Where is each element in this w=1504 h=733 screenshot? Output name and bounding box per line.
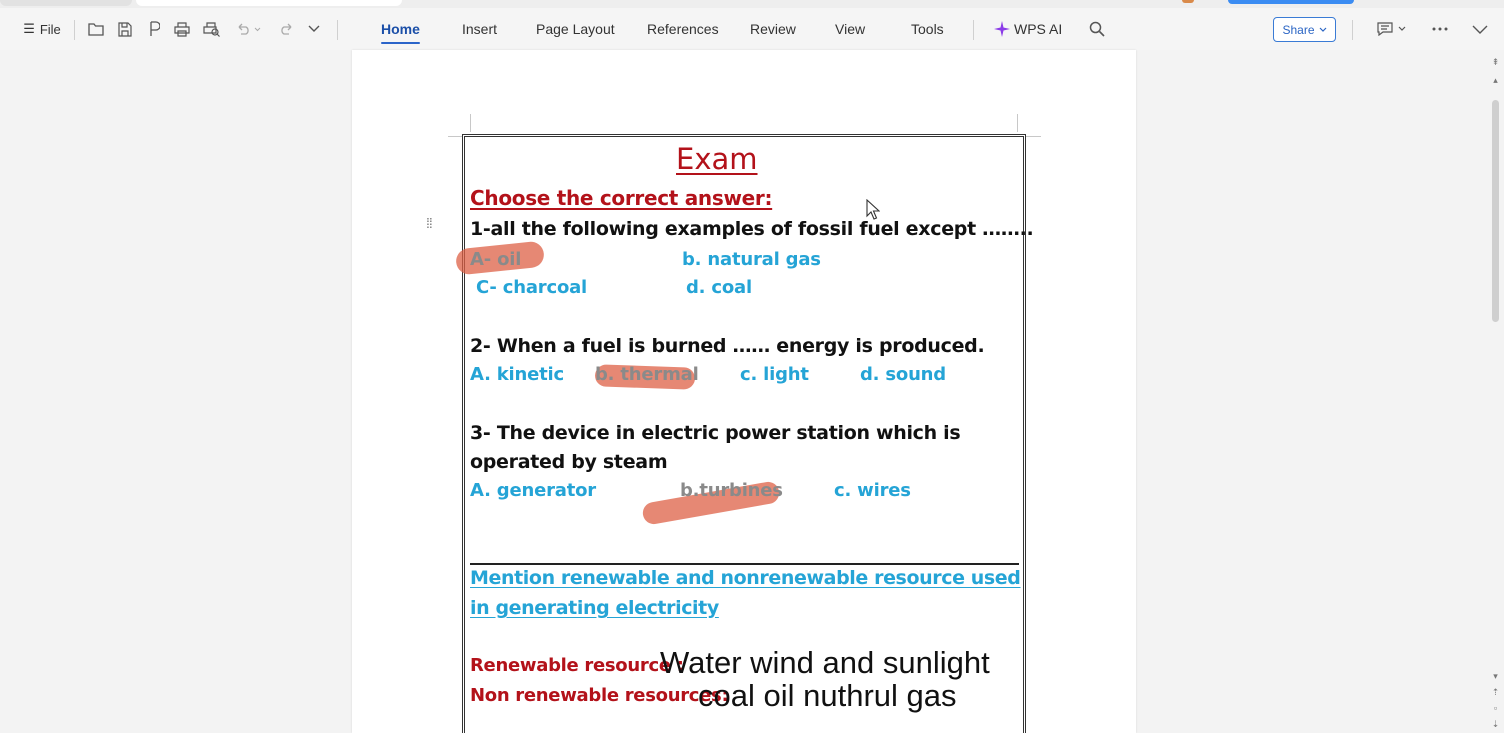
tab-home[interactable]: Home (381, 8, 420, 50)
question-2-option-a: A. kinetic (470, 364, 564, 385)
crop-mark (1017, 114, 1018, 132)
window-tab-active[interactable] (136, 0, 402, 6)
mouse-pointer-icon (866, 199, 880, 221)
crop-mark (1026, 136, 1041, 137)
wps-ai-label: WPS AI (1014, 21, 1063, 37)
drag-handle-icon[interactable]: ⁞⁞ (426, 215, 432, 231)
question-1-option-d: d. coal (686, 277, 752, 298)
share-label: Share (1282, 22, 1315, 37)
tab-references[interactable]: References (647, 21, 719, 37)
vertical-scrollbar[interactable] (1487, 50, 1504, 733)
renewable-answer: Water wind and sunlight (660, 645, 990, 680)
search-icon[interactable] (1087, 8, 1107, 50)
save-icon[interactable] (115, 8, 135, 50)
question-2: 2- When a fuel is burned …… energy is produced. (470, 335, 985, 357)
question-2-option-c: c. light (740, 364, 809, 385)
accent-button[interactable] (1228, 0, 1354, 4)
sparkle-icon (994, 21, 1010, 37)
question-3-option-a: A. generator (470, 480, 596, 501)
select-browse-icon[interactable]: ▫ (1493, 703, 1498, 713)
question-1-option-c: C- charcoal (476, 277, 588, 298)
document-title: Exam (676, 142, 758, 176)
crop-mark (470, 114, 471, 132)
toolbar-divider (337, 20, 338, 40)
undo-icon[interactable] (233, 8, 263, 50)
wps-ai-button[interactable] (994, 8, 1062, 50)
question-1: 1-all the following examples of fossil fuel except …….. (470, 218, 1034, 240)
tab-page-layout[interactable]: Page Layout (536, 21, 615, 37)
scroll-up-icon[interactable]: ▴ (1493, 75, 1498, 85)
question-3-line-1: 3- The device in electric power station which is (470, 422, 961, 444)
mention-heading-line-1: Mention renewable and nonrenewable resource used (470, 567, 1021, 589)
window-tab[interactable] (0, 0, 132, 6)
question-3-option-c: c. wires (834, 480, 911, 501)
scroll-top-icon[interactable]: ⇞ (1491, 57, 1500, 67)
share-button[interactable] (1273, 17, 1336, 42)
chevron-down-icon[interactable] (305, 8, 323, 50)
question-3-line-2: operated by steam (470, 451, 668, 473)
more-options-icon[interactable] (1428, 8, 1452, 50)
question-2-option-d: d. sound (860, 364, 946, 385)
comment-icon[interactable] (1375, 8, 1409, 50)
question-3-option-b: b.turbines (680, 480, 783, 501)
nonrenewable-answer: coal oil nuthrul gas (698, 678, 957, 713)
file-menu-button[interactable] (18, 8, 66, 50)
tab-view[interactable]: View (835, 21, 866, 37)
question-2-option-b: b. thermal (595, 364, 699, 385)
scrollbar-thumb[interactable] (1492, 100, 1499, 322)
prev-page-icon[interactable]: ⇡ (1491, 687, 1500, 697)
tab-tools[interactable]: Tools (911, 21, 944, 37)
section-divider (470, 563, 1019, 565)
toolbar-divider (973, 20, 974, 40)
hamburger-icon: ☰ (23, 21, 35, 36)
question-1-option-a: A- oil (470, 249, 522, 270)
tab-insert[interactable]: Insert (462, 21, 498, 37)
tab-review[interactable]: Review (750, 21, 796, 37)
chevron-down-icon (1319, 27, 1327, 32)
toolbar-divider (1352, 20, 1353, 40)
format-painter-icon[interactable] (144, 8, 164, 50)
scroll-down-icon[interactable]: ▾ (1493, 671, 1498, 681)
crop-mark (448, 136, 463, 137)
collapse-ribbon-icon[interactable] (1468, 8, 1492, 50)
file-menu-label: File (39, 21, 61, 37)
print-preview-icon[interactable] (201, 8, 221, 50)
open-folder-icon[interactable] (86, 8, 106, 50)
question-1-option-b: b. natural gas (682, 249, 821, 270)
redo-icon[interactable] (277, 8, 297, 50)
print-icon[interactable] (172, 8, 192, 50)
ribbon-toolbar (0, 8, 1504, 50)
status-dot (1182, 0, 1194, 3)
mention-heading-line-2: in generating electricity (470, 597, 719, 619)
next-page-icon[interactable]: ⇣ (1491, 719, 1500, 729)
instruction-heading: Choose the correct answer: (470, 186, 773, 210)
renewable-label: Renewable resource : (470, 655, 684, 676)
nonrenewable-label: Non renewable resources: (470, 685, 729, 706)
toolbar-divider (74, 20, 75, 40)
window-tab-strip (0, 0, 1504, 8)
